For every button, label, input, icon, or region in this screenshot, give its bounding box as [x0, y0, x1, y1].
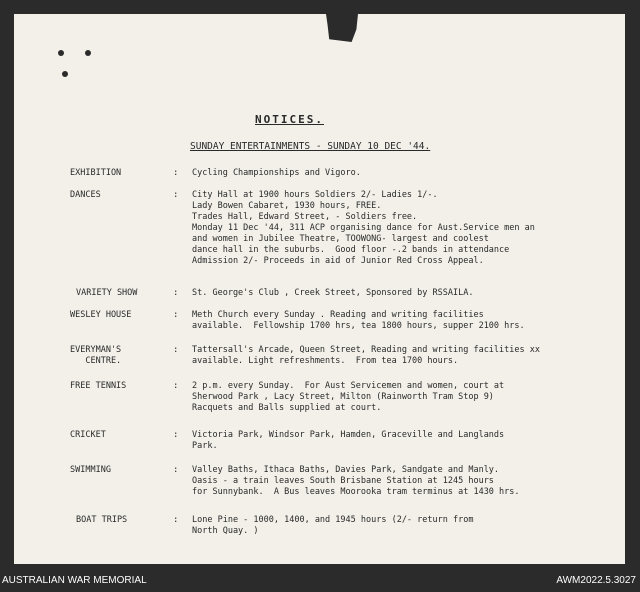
entry-line: 2 p.m. every Sunday. For Aust Servicemen and women, court at	[192, 381, 505, 391]
entry-colon: :	[173, 430, 179, 440]
entry-line: Park.	[192, 441, 218, 451]
entry-colon: :	[173, 465, 179, 475]
entry-line: Oasis - a train leaves South Brisbane Station at 1245 hours	[192, 476, 494, 486]
entry-line: Lone Pine - 1000, 1400, and 1945 hours (2/- return from	[192, 515, 474, 525]
punch-hole	[85, 50, 91, 56]
entry-line: Trades Hall, Edward Street, - Soldiers free.	[192, 212, 418, 222]
entry-line: Meth Church every Sunday . Reading and writing facilities	[192, 310, 484, 320]
entry-colon: :	[173, 310, 179, 320]
entry-label: VARIETY SHOW	[76, 288, 138, 298]
entry-line: North Quay. )	[192, 526, 259, 536]
footer-credit: AUSTRALIAN WAR MEMORIAL	[2, 575, 147, 586]
entry-colon: :	[173, 381, 179, 391]
footer-accession-number: AWM2022.5.3027	[556, 575, 636, 586]
entry-line: Racquets and Balls supplied at court.	[192, 403, 382, 413]
entry-line: St. George's Club , Creek Street, Sponsored by RSSAILA.	[192, 288, 474, 298]
entry-label: CRICKET	[70, 430, 106, 440]
entry-colon: :	[173, 288, 179, 298]
entry-line: Monday 11 Dec '44, 311 ACP organising dance for Aust.Service men an	[192, 223, 535, 233]
entry-line: for Sunnybank. A Bus leaves Moorooka tram terminus at 1430 hrs.	[192, 487, 520, 497]
entry-label: SWIMMING	[70, 465, 111, 475]
entry-line: and women in Jubilee Theatre, TOOWONG- largest and coolest	[192, 234, 489, 244]
punch-hole	[62, 71, 68, 77]
entry-line: Tattersall's Arcade, Queen Street, Reading and writing facilities xx	[192, 345, 540, 355]
entry-label: DANCES	[70, 190, 101, 200]
entry-line: Victoria Park, Windsor Park, Hamden, Graceville and Langlands	[192, 430, 505, 440]
entry-line: City Hall at 1900 hours Soldiers 2/- Ladies 1/-.	[192, 190, 438, 200]
entry-colon: :	[173, 190, 179, 200]
entry-colon: :	[173, 515, 179, 525]
entry-colon: :	[173, 168, 179, 178]
entry-line: Sherwood Park , Lacy Street, Milton (Rainworth Tram Stop 9)	[192, 392, 494, 402]
notice-title: NOTICES.	[255, 113, 324, 126]
entry-label: EVERYMAN'S CENTRE.	[70, 345, 122, 366]
entry-label: EXHIBITION	[70, 168, 122, 178]
entry-label: BOAT TRIPS	[76, 515, 128, 525]
entry-label: WESLEY HOUSE	[70, 310, 132, 320]
entry-line: Lady Bowen Cabaret, 1930 hours, FREE.	[192, 201, 382, 211]
entry-line: Admission 2/- Proceeds in aid of Junior Red Cross Appeal.	[192, 256, 484, 266]
entry-line: available. Light refreshments. From tea 1700 hours.	[192, 356, 459, 366]
entry-line: dance hall in the suburbs. Good floor -.2 bands in attendance	[192, 245, 510, 255]
entry-line: Valley Baths, Ithaca Baths, Davies Park, Sandgate and Manly.	[192, 465, 500, 475]
entry-line: available. Fellowship 1700 hrs, tea 1800 hours, supper 2100 hrs.	[192, 321, 525, 331]
entry-colon: :	[173, 345, 179, 355]
punch-hole	[58, 50, 64, 56]
notice-subtitle: SUNDAY ENTERTAINMENTS - SUNDAY 10 DEC '44.	[190, 141, 431, 152]
entry-line: Cycling Championships and Vigoro.	[192, 168, 361, 178]
entry-label: FREE TENNIS	[70, 381, 127, 391]
